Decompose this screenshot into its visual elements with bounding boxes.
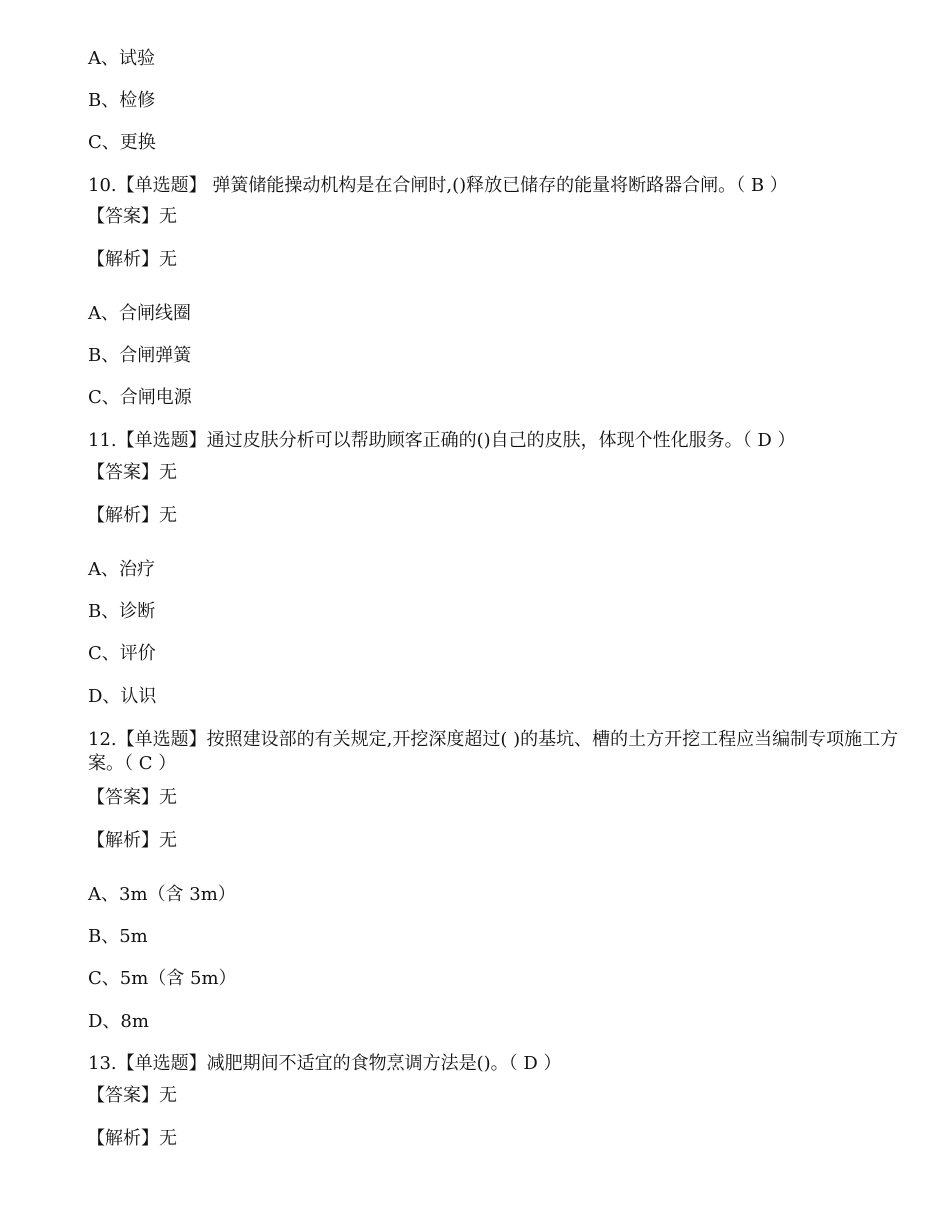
question-12-analysis: 【解析】无 — [87, 830, 177, 851]
question-12-option-d: D、8m — [88, 1011, 149, 1032]
option-c: C、更换 — [88, 132, 156, 153]
question-13-analysis: 【解析】无 — [87, 1128, 177, 1149]
question-12-option-b: B、5m — [88, 926, 148, 947]
question-10-stem: 10.【单选题】 弹簧储能操动机构是在合闸时,()释放已储存的能量将断路器合闸。（ B ） — [88, 175, 788, 196]
question-12-stem: 12.【单选题】按照建设部的有关规定,开挖深度超过( )的基坑、槽的土方开挖工程应当编制专项施工方案。（ C ） — [88, 729, 899, 774]
question-12-option-c: C、5m（含 5m） — [88, 968, 237, 989]
question-11-analysis: 【解析】无 — [87, 505, 177, 526]
question-11-answer: 【答案】无 — [87, 462, 177, 483]
question-11-stem: 11.【单选题】通过皮肤分析可以帮助顾客正确的()自己的皮肤，体现个性化服务。（ D ） — [88, 430, 796, 451]
question-13-stem: 13.【单选题】减肥期间不适宜的食物烹调方法是()。（ D ） — [88, 1053, 562, 1074]
question-12-option-a: A、3m（含 3m） — [88, 884, 236, 905]
question-11-option-b: B、诊断 — [88, 601, 156, 622]
question-11-option-a: A、治疗 — [88, 559, 155, 580]
question-10-option-a: A、合闸线圈 — [88, 303, 191, 324]
option-a: A、试验 — [88, 48, 155, 69]
question-10-option-c: C、合闸电源 — [88, 387, 192, 408]
question-12-answer: 【答案】无 — [87, 787, 177, 808]
question-10-option-b: B、合闸弹簧 — [88, 345, 192, 366]
option-b: B、检修 — [88, 90, 156, 111]
question-11-option-d: D、认识 — [88, 686, 157, 707]
question-10-answer: 【答案】无 — [87, 206, 177, 227]
question-11-option-c: C、评价 — [88, 643, 156, 664]
question-10-analysis: 【解析】无 — [87, 249, 177, 270]
question-13-answer: 【答案】无 — [87, 1085, 177, 1106]
